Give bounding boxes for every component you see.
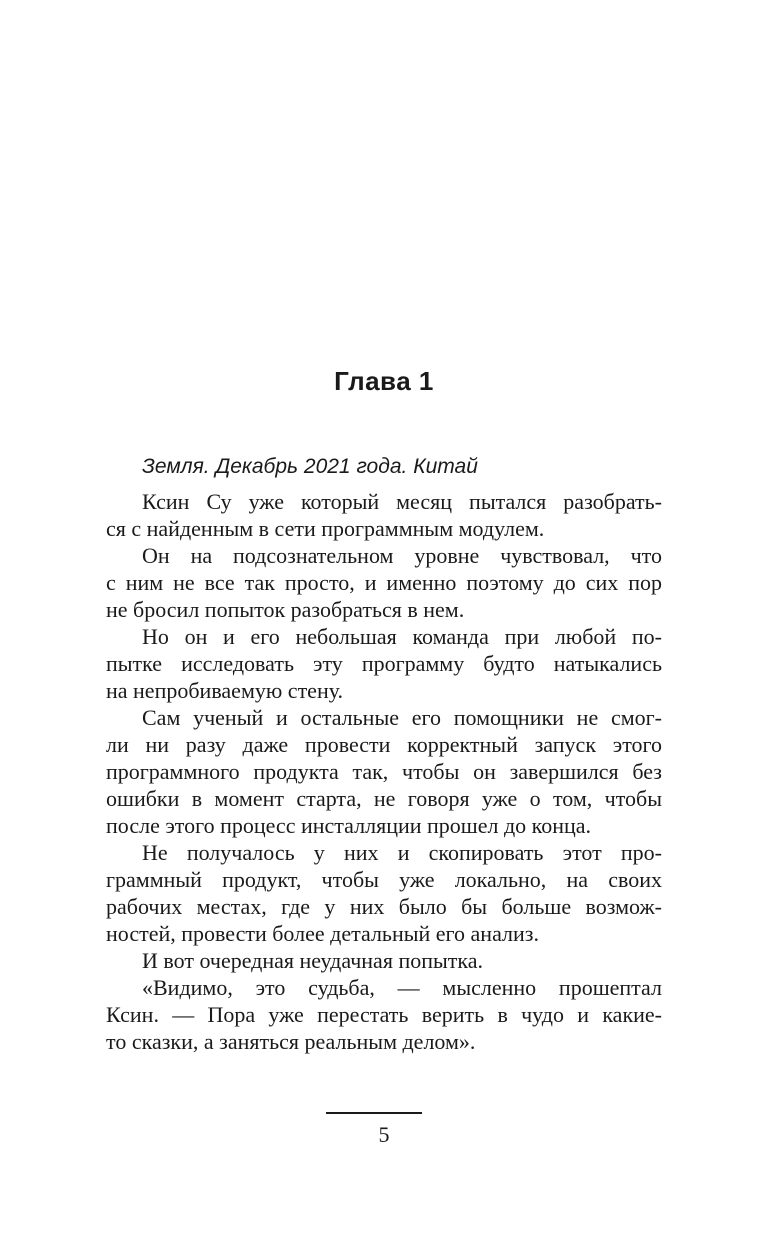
text-line: с ним не все так просто, и именно поэтому до сих пор	[106, 570, 662, 595]
text-line: Он на подсознательном уровне чувствовал, что	[142, 543, 662, 568]
text-line: программного продукта так, чтобы он завершился без	[106, 759, 662, 784]
text-line: ся с найденным в сети программным модулем.	[106, 516, 545, 541]
text-line: граммный продукт, чтобы уже локально, на своих	[106, 867, 662, 892]
text-line: И вот очередная неудачная попытка.	[142, 948, 483, 973]
text-line: на непробиваемую стену.	[106, 678, 344, 703]
text-line: не бросил попыток разобраться в нем.	[106, 597, 465, 622]
text-line: Но он и его небольшая команда при любой по-	[142, 624, 662, 649]
text-line: Ксин Су уже который месяц пытался разобрать-	[142, 489, 662, 514]
text-line: пытке исследовать эту программу будто натыкались	[106, 651, 662, 676]
text-line: Не получалось у них и скопировать этот про-	[142, 840, 662, 865]
text-line: ли ни разу даже провести корректный запуск этого	[106, 732, 662, 757]
text-line: рабочих местах, где у них было бы больше возмож-	[106, 894, 662, 919]
page-number: 5	[378, 1122, 390, 1147]
text-line: то сказки, а заняться реальным делом».	[106, 1029, 476, 1054]
chapter-body	[106, 452, 662, 1055]
text-line: «Видимо, это судьба, — мысленно прошептал	[142, 975, 662, 1000]
footer-rule	[326, 1112, 422, 1114]
chapter-subtitle: Земля. Декабрь 2021 года. Китай	[142, 455, 478, 478]
text-line: Сам ученый и остальные его помощники не смог-	[142, 705, 662, 730]
text-line: Ксин. — Пора уже перестать верить в чудо и какие-	[106, 1002, 662, 1027]
text-line: ностей, провести более детальный его анализ.	[106, 921, 539, 946]
text-line: ошибки в момент старта, не говоря уже о том, чтобы	[106, 786, 662, 811]
text-line: после этого процесс инсталляции прошел до конца.	[106, 813, 592, 838]
chapter-title: Глава 1	[334, 366, 434, 396]
